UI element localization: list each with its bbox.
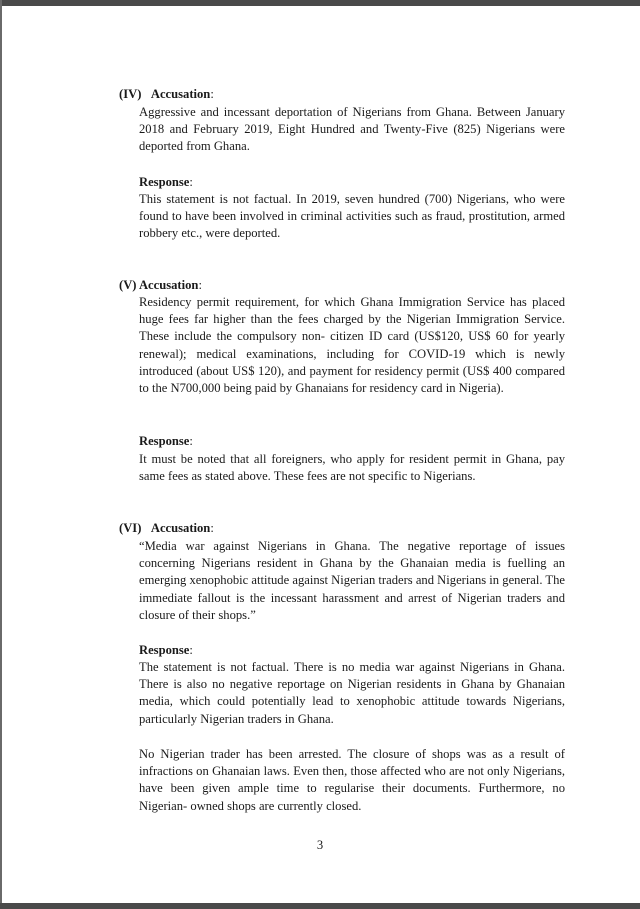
section-vi-response-heading: Response:	[139, 643, 193, 657]
section-iv-accusation-text: Aggressive and incessant deportation of Nigerians from Ghana. Between January 2018 and February 2019, Eight Hundred and Twenty-Five (825) Nigerians were deported from Ghana.	[139, 105, 565, 154]
section-iv-response-heading: Response:	[139, 175, 193, 189]
section-iv-response-label: Response	[139, 175, 190, 189]
section-v-accusation-label: Accusation	[138, 278, 199, 292]
section-vi-heading: (VI) Accusation:	[119, 521, 214, 535]
section-iv-numeral: (IV)	[119, 87, 142, 101]
section-iv-heading: (IV) Accusation:	[119, 87, 214, 101]
section-vi-response-text-1: The statement is not factual. There is no media war against Nigerians in Ghana. There is also no negative reportage on Nigerian residents in Ghana by Ghanaian media, which could potentially lead to xenophobic attitude towards Nigerians, particularly Nigerian traders in Ghana.	[139, 660, 565, 726]
section-iv-response-text: This statement is not factual. In 2019, seven hundred (700) Nigerians, who were found to have been involved in criminal activities such as fraud, prostitution, armed robbery etc., were deported.	[139, 192, 565, 241]
section-vi-numeral: (VI)	[119, 521, 142, 535]
section-v-response-heading: Response:	[139, 434, 193, 448]
section-v-numeral: (V)	[119, 278, 137, 292]
section-v-heading: (V) Accusation:	[119, 278, 202, 292]
section-v-accusation-text: Residency permit requirement, for which Ghana Immigration Service has placed huge fees far higher than the fees charged by the Nigerian Immigration Service. These include the compulsory non- citizen ID card (US$120, US$ 60 for yearly renewal); medical examinations, including for COVID-19 which is newly introduced (about US$ 120), and payment for residency permit (US$ 400 compared to the N700,000 being paid by Ghanaians for residency card in Nigeria).	[139, 295, 565, 396]
section-vi-accusation-label: Accusation	[150, 521, 211, 535]
section-v-response-label: Response	[139, 434, 190, 448]
section-v-response-text: It must be noted that all foreigners, who apply for resident permit in Ghana, pay same fees as stated above. These fees are not specific to Nigerians.	[139, 452, 565, 484]
section-vi-response-label: Response	[139, 643, 190, 657]
section-vi-accusation-text: “Media war against Nigerians in Ghana. The negative reportage of issues concerning Nigerians resident in Ghana by the Ghanaian media is fuelling an emerging xenophobic attitude against Nigerian traders and Nigerians in general. The immediate fallout is the incessant harassment and arrest of Nigerian traders and closure of their shops.”	[139, 539, 565, 622]
section-iv-accusation-label: Accusation	[150, 87, 211, 101]
section-vi-response-text-2: No Nigerian trader has been arrested. The closure of shops was as a result of infractions on Ghanaian laws. Even then, those affected who are not only Nigerians, have been given ample time to regularise their documents. Furthermore, no Nigerian- owned shops are currently closed.	[139, 747, 565, 813]
page-number: 3	[316, 838, 324, 852]
